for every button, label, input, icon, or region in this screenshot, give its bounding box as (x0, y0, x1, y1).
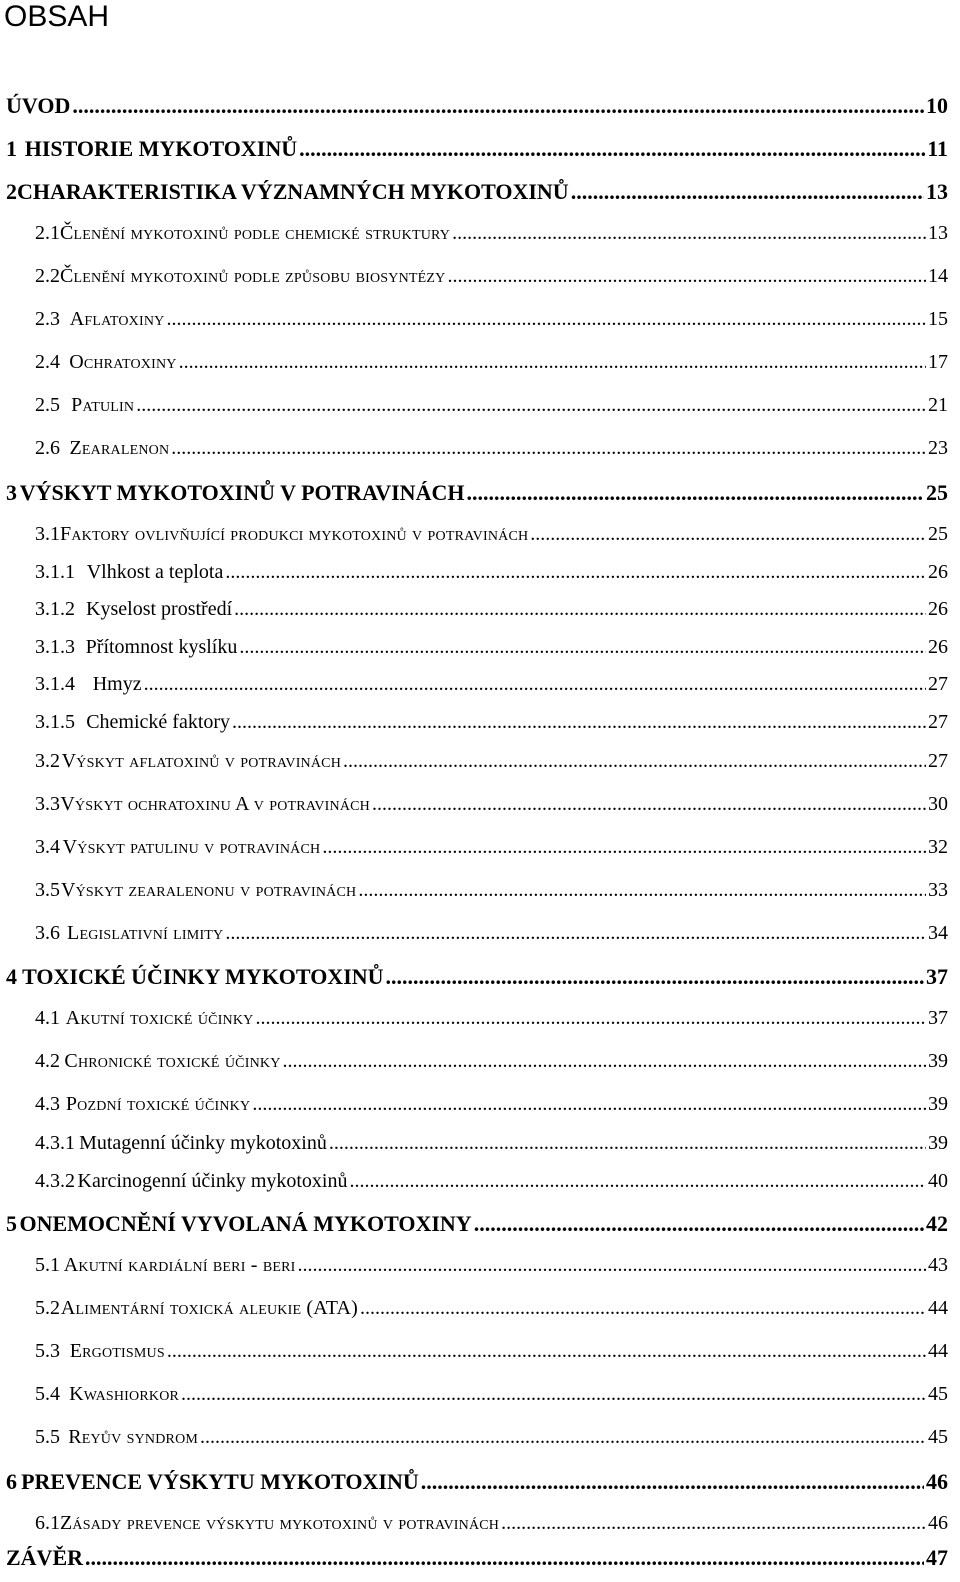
dot-leader (299, 136, 925, 162)
toc-entry-title: Reyův syndrom (68, 1426, 199, 1448)
toc-entry[interactable] (0, 750, 960, 773)
toc-entry-title: Výskyt aflatoxinů v potravinách (61, 750, 342, 772)
toc-entry-number: 4.3 (35, 1093, 60, 1115)
toc-entry[interactable] (0, 673, 960, 696)
toc-entry-page: 30 (928, 793, 948, 815)
dot-leader (179, 351, 926, 374)
toc-entry[interactable] (0, 793, 960, 816)
toc-entry-page: 27 (928, 750, 948, 772)
toc-entry[interactable] (0, 394, 960, 417)
toc-entry-number: 3.1.4 (35, 673, 75, 695)
toc-entry-title: Zásady prevence výskytu mykotoxinů v potravinách (60, 1512, 500, 1534)
toc-entry-page: 27 (928, 711, 948, 733)
toc-entry-number: 4 (6, 964, 17, 989)
toc-entry[interactable] (0, 1340, 960, 1363)
toc-entry[interactable] (0, 964, 960, 990)
dot-leader (181, 1383, 926, 1406)
dot-leader (322, 836, 926, 859)
toc-entry-page: 25 (928, 523, 948, 545)
dot-leader (386, 964, 924, 990)
toc-entry-page: 43 (928, 1254, 948, 1276)
toc-entry-page: 11 (927, 136, 948, 161)
dot-leader (144, 673, 926, 696)
toc-entry-title: Mutagenní účinky mykotoxinů (79, 1132, 327, 1154)
toc-entry-number: 6.1 (35, 1512, 60, 1534)
toc-entry-title: Přítomnost kyslíku (85, 636, 238, 658)
toc-entry-page: 34 (928, 922, 948, 944)
dot-leader (255, 1007, 926, 1030)
toc-entry-number: 3.1.1 (35, 561, 75, 583)
toc-entry-title: Patulin (71, 394, 135, 416)
toc-entry-page: 23 (928, 437, 948, 459)
dot-leader (232, 711, 926, 734)
toc-entry-page: 39 (928, 1132, 948, 1154)
toc-entry-title: Ochratoxiny (69, 351, 177, 373)
dot-leader (200, 1426, 926, 1449)
toc-entry-title: Aflatoxiny (69, 308, 165, 330)
toc-entry-number: 2.4 (35, 351, 60, 373)
toc-entry-page: 39 (928, 1093, 948, 1115)
toc-entry-number: 6 (6, 1469, 17, 1494)
toc-entry-page: 32 (928, 836, 948, 858)
dot-leader (234, 598, 926, 621)
toc-entry-page: 10 (926, 93, 948, 118)
toc-entry-number: 3.1 (35, 523, 60, 545)
toc-entry-page: 13 (926, 179, 948, 204)
dot-leader (171, 437, 926, 460)
toc-entry[interactable] (0, 636, 960, 659)
toc-entry-number: 5.5 (35, 1426, 60, 1448)
toc-entry-title: CHARAKTERISTIKA VÝZNAMNÝCH MYKOTOXINŮ (17, 179, 569, 204)
toc-entry-title: HISTORIE MYKOTOXINŮ (24, 136, 298, 161)
toc-entry[interactable] (0, 1426, 960, 1449)
toc-entry-title: Chronické toxické účinky (64, 1050, 281, 1072)
toc-entry-title: Kyselost prostředí (86, 598, 233, 620)
dot-leader (252, 1093, 926, 1116)
dot-leader (343, 750, 926, 773)
toc-entry-title: Hmyz (92, 673, 142, 695)
toc-entry-page: 37 (928, 1007, 948, 1029)
toc-entry-page: 17 (928, 351, 948, 373)
toc-entry-page: 27 (928, 673, 948, 695)
toc-entry-page: 39 (928, 1050, 948, 1072)
toc-entry-title: Členění mykotoxinů podle způsobu biosyntézy (60, 265, 446, 287)
toc-entry-page: 40 (928, 1170, 948, 1192)
toc-entry[interactable] (0, 351, 960, 374)
toc-entry[interactable] (0, 1093, 960, 1116)
toc-entry[interactable] (0, 523, 960, 546)
toc-entry[interactable] (0, 222, 960, 245)
toc-entry-title: Pozdní toxické účinky (65, 1093, 251, 1115)
toc-entry[interactable] (0, 598, 960, 621)
dot-leader (225, 561, 926, 584)
toc-entry-page: 44 (928, 1297, 948, 1319)
toc-entry-number: 4.1 (35, 1007, 60, 1029)
toc-entry-title: Vlhkost a teplota (86, 561, 224, 583)
toc-entry-page: 13 (928, 222, 948, 244)
toc-entry-page: 25 (926, 480, 948, 505)
toc-entry-number: 2.5 (35, 394, 60, 416)
toc-entry-title: TOXICKÉ ÚČINKY MYKOTOXINŮ (22, 964, 384, 989)
toc-entry-title: Výskyt zearalenonu v potravinách (60, 879, 357, 901)
toc-entry[interactable] (0, 308, 960, 331)
toc-entry-title: Legislativní limity (67, 922, 224, 944)
dot-leader (571, 179, 924, 205)
toc-entry-number: 5.3 (35, 1340, 60, 1362)
toc-entry[interactable] (0, 561, 960, 584)
dot-leader (452, 222, 926, 245)
dot-leader (329, 1132, 926, 1155)
dot-leader (225, 922, 926, 945)
toc-entry-number: 3 (6, 480, 17, 505)
dot-leader (421, 1469, 924, 1495)
toc-entry-title: Akutní kardiální beri - beri (63, 1254, 296, 1276)
dot-leader (239, 636, 926, 659)
dot-leader (372, 793, 926, 816)
toc-entry-number: 3.4 (35, 836, 60, 858)
toc-entry-title: Členění mykotoxinů podle chemické struktury (60, 222, 451, 244)
toc-entry[interactable] (0, 1469, 960, 1495)
toc-entry-number: 3.5 (35, 879, 60, 901)
toc-entry-title: ONEMOCNĚNÍ VYVOLANÁ MYKOTOXINY (19, 1211, 472, 1236)
toc-entry-number: 2 (6, 179, 17, 204)
toc-entry[interactable] (0, 1007, 960, 1030)
toc-entry-title: Karcinogenní účinky mykotoxinů (77, 1170, 348, 1192)
toc-entry-number: 5.2 (35, 1297, 60, 1319)
toc-entry-number: 1 (6, 136, 17, 161)
toc-entry[interactable] (0, 1545, 960, 1571)
toc-entry-number: 2.2 (35, 265, 60, 287)
toc-entry-page: 45 (928, 1383, 948, 1405)
toc-entry-title: Chemické faktory (86, 711, 231, 733)
toc-entry[interactable] (0, 879, 960, 902)
dot-leader (72, 93, 924, 119)
toc-entry-number: 3.1.5 (35, 711, 75, 733)
dot-leader (136, 394, 926, 417)
toc-entry-title: Ergotismus (69, 1340, 165, 1362)
toc-entry-page: 47 (926, 1545, 948, 1570)
toc-entry-number: 3.6 (35, 922, 60, 944)
toc-entry-number: 3.1.3 (35, 636, 75, 658)
toc-entry[interactable] (0, 836, 960, 859)
toc-entry-title: PREVENCE VÝSKYTU MYKOTOXINŮ (21, 1469, 419, 1494)
toc-entry-number: 4.2 (35, 1050, 60, 1072)
toc-entry-page: 21 (928, 394, 948, 416)
toc-entry-number: 5.4 (35, 1383, 60, 1405)
toc-entry[interactable] (0, 1132, 960, 1155)
toc-entry[interactable] (0, 1170, 960, 1193)
toc-entry-page: 46 (926, 1469, 948, 1494)
toc-entry-number: 3.3 (35, 793, 60, 815)
toc-entry[interactable] (0, 922, 960, 945)
toc-entry-number: 4.3.1 (35, 1132, 75, 1154)
dot-leader (360, 1297, 926, 1320)
dot-leader (283, 1050, 926, 1073)
dot-leader (85, 1545, 924, 1571)
toc-entry-number: 3.2 (35, 750, 60, 772)
toc-entry-title: VÝSKYT MYKOTOXINŮ V POTRAVINÁCH (19, 480, 465, 505)
dot-leader (501, 1512, 926, 1535)
toc-entry[interactable] (0, 1254, 960, 1277)
toc-entry[interactable] (0, 136, 960, 162)
toc-entry[interactable] (0, 711, 960, 734)
toc-entry[interactable] (0, 1512, 960, 1535)
toc-entry[interactable] (0, 480, 960, 506)
dot-leader (447, 265, 926, 288)
toc-entry[interactable] (0, 1383, 960, 1406)
toc-entry-number: 2.3 (35, 308, 60, 330)
toc-entry-number: 2.1 (35, 222, 60, 244)
toc-entry[interactable] (0, 1211, 960, 1237)
toc-entry-page: 26 (928, 561, 948, 583)
toc-entry-title: Akutní toxické účinky (65, 1007, 254, 1029)
dot-leader (298, 1254, 926, 1277)
toc-entry-page: 33 (928, 879, 948, 901)
toc-entry-number: 4.3.2 (35, 1170, 75, 1192)
toc-entry-number: 3.1.2 (35, 598, 75, 620)
dot-leader (530, 523, 926, 546)
toc-entry-page: 37 (926, 964, 948, 989)
toc-entry-page: 44 (928, 1340, 948, 1362)
toc-entry-page: 45 (928, 1426, 948, 1448)
toc-entry-number: 5.1 (35, 1254, 60, 1276)
toc-entry[interactable] (0, 1050, 960, 1073)
toc-entry-page: 26 (928, 636, 948, 658)
toc-entry-title: ÚVOD (6, 93, 71, 118)
toc-entry-title: Zearalenon (69, 437, 170, 459)
dot-leader (167, 1340, 926, 1363)
toc-entry-title: Výskyt ochratoxinu A v potravinách (60, 793, 370, 815)
toc-entry-title: Kwashiorkor (69, 1383, 180, 1405)
dot-leader (349, 1170, 926, 1193)
toc-entry[interactable] (0, 265, 960, 288)
toc-entry[interactable] (0, 93, 960, 119)
toc-entry-title: ZÁVĚR (6, 1545, 84, 1570)
toc-entry-page: 46 (928, 1512, 948, 1534)
dot-leader (358, 879, 926, 902)
toc-entry-page: 15 (928, 308, 948, 330)
toc-entry[interactable] (0, 179, 960, 205)
toc-entry-title: Faktory ovlivňující produkci mykotoxinů v potravinách (60, 523, 529, 545)
toc-entry-page: 14 (928, 265, 948, 287)
toc-entry-page: 42 (926, 1211, 948, 1236)
toc-entry-number: 2.6 (35, 437, 60, 459)
toc-entry[interactable] (0, 437, 960, 460)
toc-entry[interactable] (0, 1297, 960, 1320)
dot-leader (466, 480, 924, 506)
page-title: OBSAH (4, 0, 110, 33)
toc-entry-page: 26 (928, 598, 948, 620)
toc-entry-title: Výskyt patulinu v potravinách (62, 836, 321, 858)
dot-leader (166, 308, 926, 331)
toc-entry-title: Alimentární toxická aleukie (ATA) (60, 1297, 359, 1319)
dot-leader (474, 1211, 924, 1237)
toc-entry-number: 5 (6, 1211, 17, 1236)
